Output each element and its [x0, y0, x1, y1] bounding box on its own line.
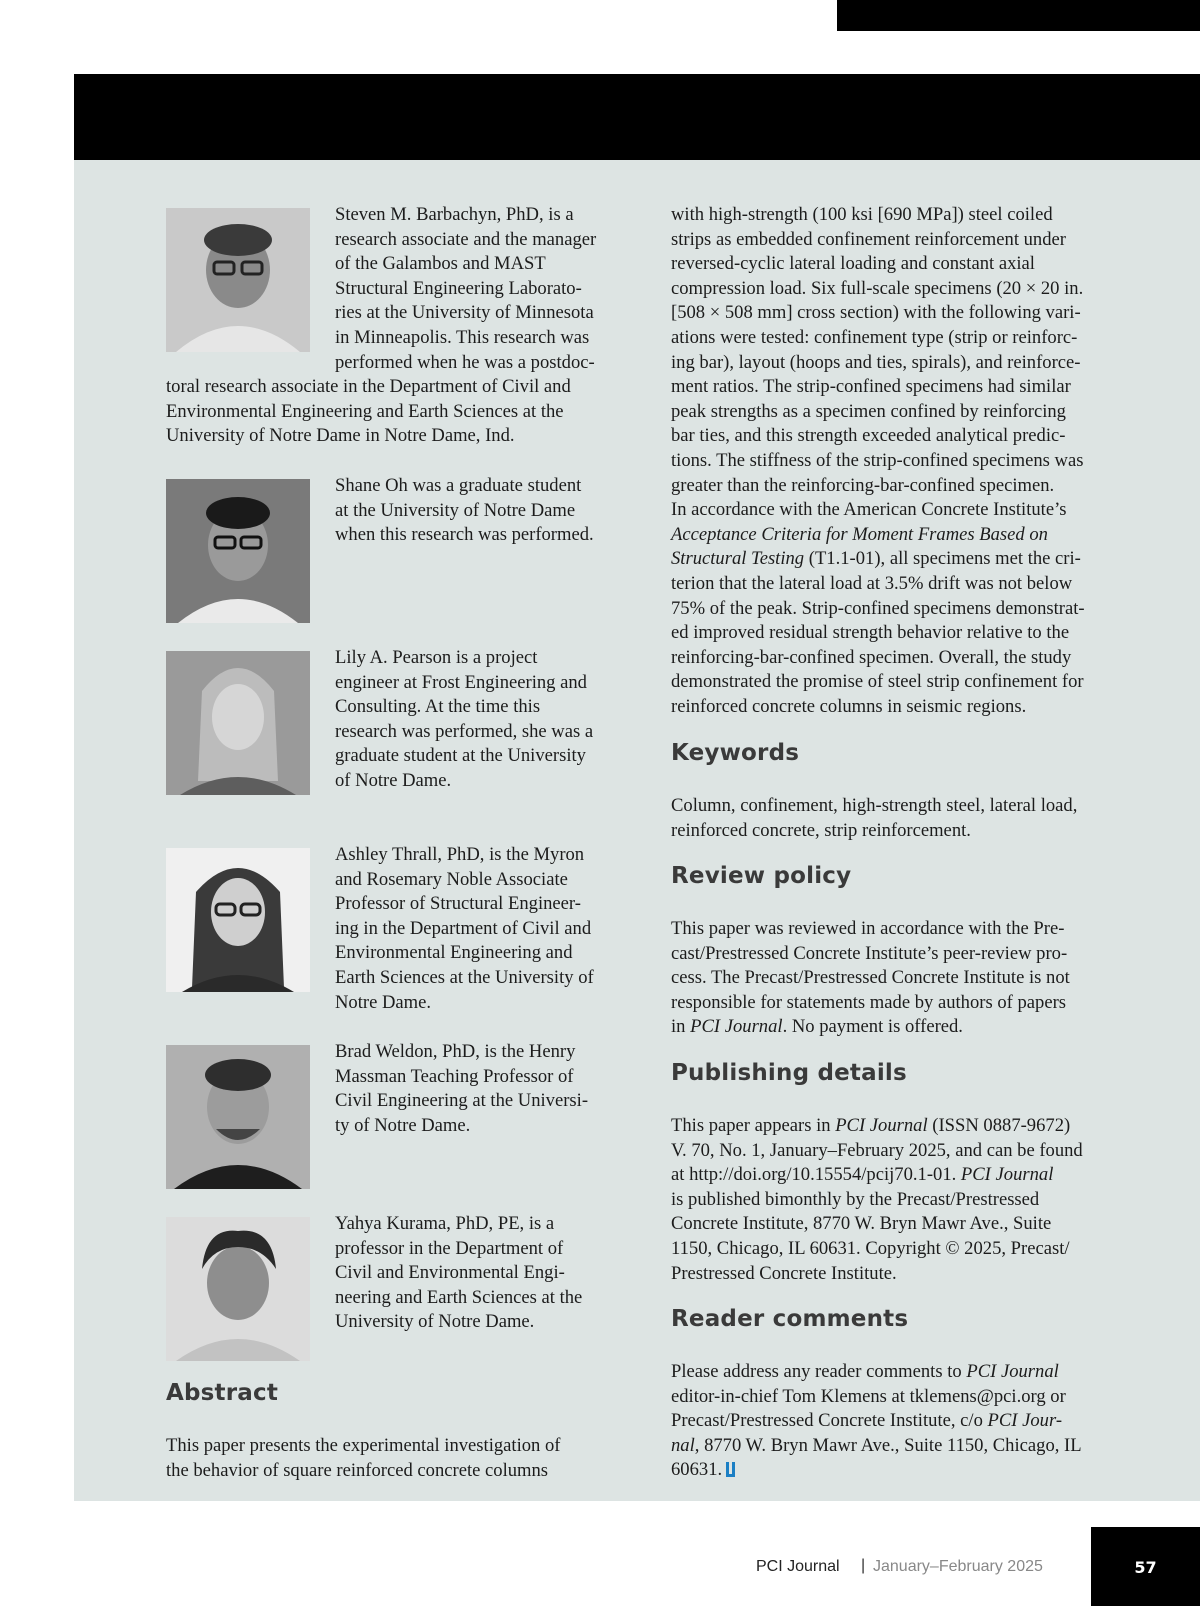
comments-fragment: Please address any reader comments to — [671, 1361, 967, 1382]
bio-line: Civil Engineering at the Universi- — [335, 1090, 589, 1112]
bio-line: University of Notre Dame. — [335, 1311, 535, 1333]
bio-line: and Rosemary Noble Associate — [335, 868, 568, 890]
comments-line — [671, 1360, 1082, 1385]
bio-line: Massman Teaching Professor of — [335, 1065, 574, 1087]
footer-separator: | — [861, 1557, 866, 1574]
bio-line: Brad Weldon, PhD, is the Henry — [335, 1041, 576, 1062]
footer-journal-name: PCI Journal — [756, 1558, 840, 1575]
author-photo-thrall — [166, 848, 310, 992]
bio-line: of the Galambos and MAST — [335, 253, 546, 275]
author-bio-oh — [335, 474, 594, 548]
abstract-line: terion that the lateral load at 3.5% drift was not below — [671, 572, 1073, 594]
page-number: 57 — [1134, 1558, 1157, 1577]
bio-line: Consulting. At the time this — [335, 696, 541, 718]
keywords-line: Column, confinement, high-strength steel, lateral load, — [671, 795, 1078, 816]
abstract-line: This paper presents the experimental investigation of — [166, 1435, 561, 1456]
bio-line: Shane Oh was a graduate student — [335, 475, 582, 496]
bio-line: toral research associate in the Department of Civil and — [166, 376, 571, 397]
author-bio-pearson — [335, 646, 593, 794]
doi-text: at http://doi.org/10.15554/pcij70.1-01. — [671, 1164, 961, 1186]
bio-line: Professor of Structural Engineer- — [335, 893, 581, 915]
journal-name: PCI Journal — [690, 1016, 783, 1038]
publishing-line: Concrete Institute, 8770 W. Bryn Mawr Ave., Suite — [671, 1213, 1052, 1235]
publishing-line — [671, 1163, 1083, 1188]
header-band — [74, 74, 1200, 160]
abstract-line: ations were tested: confinement type (strip or reinforc- — [671, 326, 1078, 348]
author-photo-pearson — [166, 651, 310, 795]
author-bio-thrall — [335, 843, 594, 1015]
bio-line: Structural Engineering Laborato- — [335, 277, 582, 299]
author-bio-barbachyn — [335, 203, 596, 375]
review-fragment: in — [671, 1016, 691, 1038]
bio-line: professor in the Department of — [335, 1237, 564, 1259]
abstract-line: reversed-cyclic lateral loading and constant axial — [671, 253, 1035, 275]
abstract-text-continued — [671, 203, 1085, 719]
review-line — [671, 1015, 1070, 1040]
review-fragment: . No payment is offered. — [782, 1016, 963, 1038]
review-line: cess. The Precast/Prestressed Concrete Institute is not — [671, 967, 1070, 989]
bio-line: engineer at Frost Engineering and — [335, 671, 587, 693]
bio-line: performed when he was a postdoc- — [335, 351, 595, 373]
pci-end-mark-icon — [726, 1462, 735, 1477]
bio-line: ries at the University of Minnesota — [335, 302, 594, 324]
abstract-line: peak strengths as a specimen confined by reinforcing — [671, 400, 1066, 422]
reader-comments-heading: Reader comments — [671, 1306, 909, 1332]
abstract-line: ing bar), layout (hoops and ties, spirals), and reinforce- — [671, 351, 1081, 373]
acceptance-criteria-title-end: Structural Testing — [671, 548, 805, 570]
abstract-line: tions. The stiffness of the strip-confined specimens was — [671, 449, 1084, 471]
publishing-line: 1150, Chicago, IL 60631. Copyright © 2025, Precast/ — [671, 1237, 1070, 1259]
review-line: responsible for statements made by authors of papers — [671, 991, 1067, 1013]
comments-line — [671, 1458, 1082, 1483]
bio-line: neering and Earth Sciences at the — [335, 1286, 583, 1308]
bio-line: Civil and Environmental Engi- — [335, 1262, 565, 1284]
abstract-heading: Abstract — [166, 1380, 279, 1406]
bio-line: Yahya Kurama, PhD, PE, is a — [335, 1213, 555, 1234]
publishing-line: V. 70, No. 1, January–February 2025, and can be found — [671, 1139, 1083, 1161]
journal-name: PCI Jour- — [987, 1410, 1063, 1432]
review-policy-heading: Review policy — [671, 863, 852, 889]
bio-line: of Notre Dame. — [335, 769, 452, 791]
comments-fragment: , 8770 W. Bryn Mawr Ave., Suite 1150, Chicago, IL — [694, 1434, 1082, 1456]
bio-line: ty of Notre Dame. — [335, 1114, 471, 1136]
abstract-line: reinforced concrete columns in seismic regions. — [671, 695, 1027, 717]
publishing-details-heading: Publishing details — [671, 1060, 907, 1086]
bio-line: Lily A. Pearson is a project — [335, 647, 538, 668]
bio-line: Steven M. Barbachyn, PhD, is a — [335, 204, 574, 225]
bio-line: when this research was performed. — [335, 524, 594, 546]
abstract-line: with high-strength (100 ksi [690 MPa]) steel coiled — [671, 204, 1053, 225]
bio-line: graduate student at the University — [335, 745, 586, 767]
bio-line: University of Notre Dame in Notre Dame, Ind. — [166, 425, 515, 447]
abstract-line: demonstrated the promise of steel strip confinement for — [671, 671, 1084, 693]
review-policy-text — [671, 917, 1070, 1040]
bio-line: Ashley Thrall, PhD, is the Myron — [335, 844, 585, 865]
review-line: cast/Prestressed Concrete Institute’s peer-review pro- — [671, 942, 1068, 964]
journal-name: PCI Journal — [966, 1361, 1059, 1382]
bio-line: research associate and the manager — [335, 228, 597, 250]
bio-line: Notre Dame. — [335, 991, 432, 1013]
abstract-line: bar ties, and this strength exceeded analytical predic- — [671, 425, 1066, 447]
author-photo-barbachyn — [166, 208, 310, 352]
keywords-line: reinforced concrete, strip reinforcement. — [671, 819, 971, 841]
journal-name: nal — [671, 1434, 695, 1456]
bio-line: ing in the Department of Civil and — [335, 917, 592, 939]
abstract-line: strips as embedded confinement reinforcement under — [671, 228, 1066, 250]
abstract-line: reinforcing-bar-confined specimen. Overall, the study — [671, 646, 1072, 668]
publishing-line — [671, 1114, 1083, 1139]
page-number-box — [1091, 1527, 1200, 1606]
abstract-fragment: (T1.1-01), all specimens met the cri- — [804, 548, 1081, 570]
bio-line: in Minneapolis. This research was — [335, 326, 590, 348]
abstract-line: ed improved residual strength behavior relative to the — [671, 622, 1070, 644]
bio-line: Environmental Engineering and — [335, 942, 573, 964]
author-bio-kurama — [335, 1212, 582, 1335]
author-bio-barbachyn-wrap — [166, 375, 571, 449]
bio-line: Environmental Engineering and Earth Sciences at the — [166, 400, 564, 422]
review-line: This paper was reviewed in accordance with the Pre- — [671, 918, 1065, 939]
comments-fragment: 60631. — [671, 1459, 723, 1481]
comments-line — [671, 1409, 1082, 1434]
bio-line: at the University of Notre Dame — [335, 499, 576, 521]
footer-issue-date: January–February 2025 — [873, 1558, 1043, 1575]
abstract-line: compression load. Six full-scale specimens (20 × 20 in. — [671, 277, 1084, 299]
publishing-line: Prestressed Concrete Institute. — [671, 1262, 897, 1284]
author-photo-kurama — [166, 1217, 310, 1361]
abstract-line: greater than the reinforcing-bar-confined specimen. — [671, 474, 1055, 496]
journal-name: PCI Journal — [960, 1164, 1054, 1186]
abstract-line — [671, 547, 1085, 572]
abstract-line: the behavior of square reinforced concrete columns — [166, 1459, 549, 1481]
keywords-text — [671, 794, 1077, 843]
abstract-line: ment ratios. The strip-confined specimens had similar — [671, 376, 1071, 398]
comments-line — [671, 1434, 1082, 1459]
abstract-line: [508 × 508 mm] cross section) with the following vari- — [671, 302, 1081, 324]
publishing-details-text — [671, 1114, 1083, 1286]
reader-comments-text — [671, 1360, 1082, 1483]
author-photo-oh — [166, 479, 310, 623]
top-corner-tab — [837, 0, 1200, 31]
publishing-fragment: (ISSN 0887-9672) — [927, 1115, 1071, 1136]
abstract-line: 75% of the peak. Strip-confined specimens demonstrat- — [671, 597, 1085, 619]
bio-line: research was performed, she was a — [335, 720, 594, 742]
keywords-heading: Keywords — [671, 740, 800, 766]
acceptance-criteria-title: Acceptance Criteria for Moment Frames Based on — [671, 523, 1048, 545]
publishing-line: is published bimonthly by the Precast/Prestressed — [671, 1188, 1040, 1210]
abstract-text-start — [166, 1434, 560, 1483]
publishing-fragment: This paper appears in — [671, 1115, 836, 1136]
author-bio-weldon — [335, 1040, 588, 1138]
comments-line: editor-in-chief Tom Klemens at tklemens@pci.org or — [671, 1385, 1066, 1407]
abstract-line: In accordance with the American Concrete Institute’s — [671, 499, 1067, 521]
bio-line: Earth Sciences at the University of — [335, 966, 594, 988]
comments-fragment: Precast/Prestressed Concrete Institute, c/o — [671, 1410, 988, 1432]
journal-name: PCI Journal — [835, 1115, 928, 1136]
author-photo-weldon — [166, 1045, 310, 1189]
